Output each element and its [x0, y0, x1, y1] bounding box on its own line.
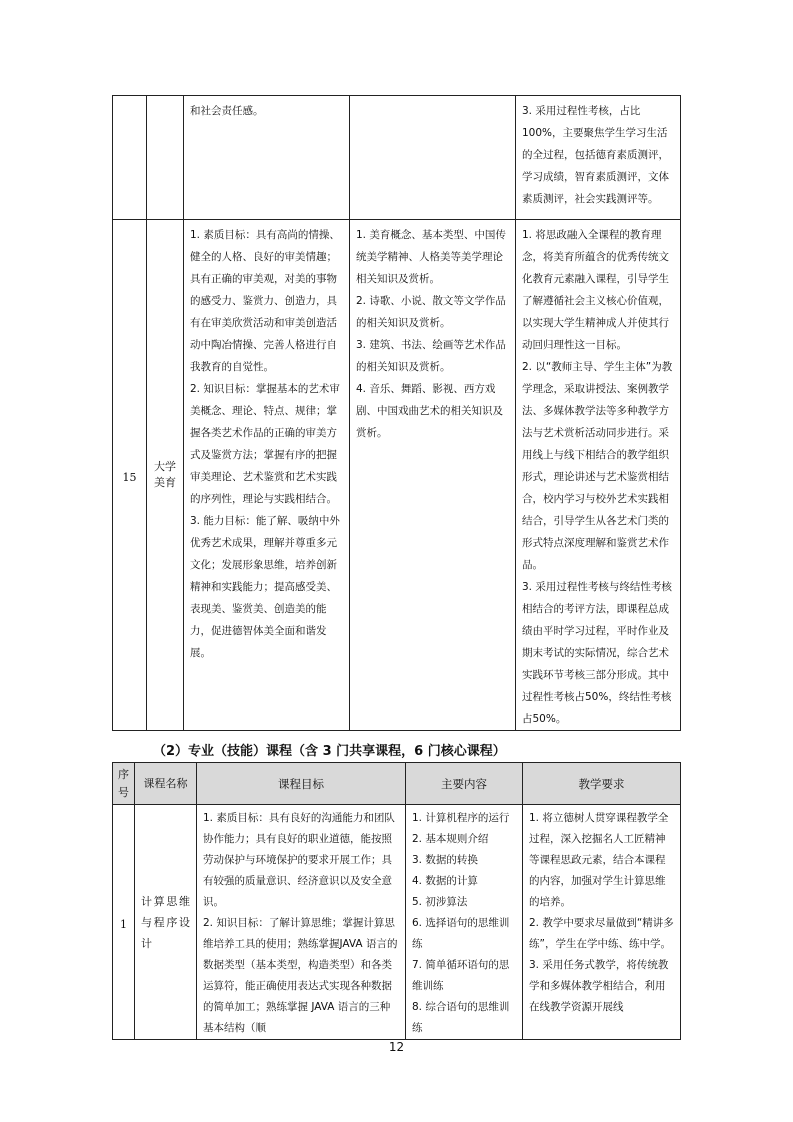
- no-cell: [113, 96, 147, 220]
- course-cell: [135, 805, 197, 1040]
- general-courses-table: [112, 95, 681, 731]
- content-text: [350, 96, 515, 100]
- req-cell: [516, 96, 681, 220]
- header-course: 课程名称: [135, 763, 197, 805]
- header-no: 序号: [113, 763, 135, 805]
- req-cell: [516, 220, 681, 731]
- content-cell: [350, 220, 516, 731]
- header-goal: 课程目标: [197, 763, 406, 805]
- header-req: 教学要求: [523, 763, 681, 805]
- goal-cell: [184, 220, 350, 731]
- row-number: 1: [120, 917, 127, 931]
- content-text: 1. 美育概念、基本类型、中国传统美学精神、人格美等美学理论相关知识及赏析。 2. 诗歌、小说、散文等文学作品的相关知识及赏析。 3. 建筑、书法、绘画等艺术作品的相关知识及赏析。 4. 音乐、舞蹈、影视、西方戏剧、中国戏曲艺术的相关知识及赏析。: [356, 229, 506, 439]
- page-number: 12: [388, 1040, 405, 1054]
- goal-text: 和社会责任感。: [190, 105, 264, 117]
- goal-cell: [197, 805, 406, 1040]
- goal-text: 1. 素质目标：具有高尚的情操、健全的人格、良好的审美情趣；具有正确的审美观，对美的事物的感受力、鉴赏力、创造力，具有在审美欣赏活动和审美创造活动中陶冶情操、完善人格进行自我教育的自觉性。 2. 知识目标：掌握基本的艺术审美概念、理论、特点、规律；掌握各类艺术作品的正确的审美方式及鉴赏方法；掌握有序的把握审美理论、艺术鉴赏和艺术实践的序列性，理论与实践相结合。 3. 能力目标：能了解、吸纳中外优秀艺术成果，理解并尊重多元文化；发展形象思维，培养创新精神和实践能力；提高感受美、表现美、鉴赏美、创造美的能力，促进德智体美全面和谐发展。: [190, 229, 340, 659]
- req-cell: [523, 805, 681, 1040]
- course-name: 大学美育: [154, 460, 176, 489]
- table-header-row: [113, 763, 681, 805]
- no-cell: [113, 220, 147, 731]
- professional-courses-table: [112, 762, 681, 1040]
- content-cell: [406, 805, 523, 1040]
- table-row: [113, 805, 681, 1040]
- table-row: [113, 220, 681, 731]
- no-cell: [113, 805, 135, 1040]
- course-cell: [147, 220, 184, 731]
- req-text: 1. 将立德树人贯穿课程教学全过程，深入挖掘名人工匠精神等课程思政元素，结合本课程的内容，加强对学生计算思维的培养。 2. 教学中要求尽量做到“精讲多练”，学生在学中练、练中学。 3. 采用任务式教学，将传统教学和多媒体教学相结合，利用在线教学资源开展线: [529, 812, 674, 1013]
- header-content: 主要内容: [406, 763, 523, 805]
- section-title: （2）专业（技能）课程（含 3 门共享课程，6 门核心课程）: [153, 744, 506, 759]
- goal-cell: [184, 96, 350, 220]
- course-cell: [147, 96, 184, 220]
- req-text: 3. 采用过程性考核，占比100%，主要聚焦学生学习生活的全过程，包括德育素质测评，学习成绩，智育素质测评，文体素质测评，社会实践测评等。: [522, 105, 669, 205]
- row-number: 15: [122, 470, 137, 484]
- content-cell: [350, 96, 516, 220]
- table-row: [113, 96, 681, 220]
- content-text: 1. 计算机程序的运行 2. 基本规则介绍 3. 数据的转换 4. 数据的计算 5. 初涉算法 6. 选择语句的思维训练 7. 简单循环语句的思维训练 8. 综合语句的思维训练: [412, 812, 510, 1034]
- goal-text: 1. 素质目标：具有良好的沟通能力和团队协作能力；具有良好的职业道德，能按照劳动保护与环境保护的要求开展工作；具有较强的质量意识、经济意识以及安全意识。 2. 知识目标：了解计算思维；掌握计算思维培养工具的使用；熟练掌握JAVA 语言的数据类型（基本类型，构造类型）和各类运算符，能正确使用表达式实现各种数据的简单加工；熟练掌握 JAVA 语言的三种基本结构（顺: [203, 812, 398, 1034]
- req-text: 1. 将思政融入全课程的教育理念，将美育所蕴含的优秀传统文化教育元素融入课程，引导学生了解遵循社会主义核心价值观，以实现大学生精神成人并使其行动回归理性这一目标。 2. 以“教师主导、学生主体”为教学理念，采取讲授法、案例教学法、多媒体教学法等多种教学方法与艺术赏析活动同步进行。采用线上与线下相结合的教学组织形式，理论讲述与艺术鉴赏相结合，校内学习与校外艺术实践相结合，引导学生从各艺术门类的形式特点深度理解和鉴赏艺术作品。 3. 采用过程性考核与终结性考核相结合的考评方法，即课程总成绩由平时学习过程，平时作业及期末考试的实际情况，综合艺术实践环节考核三部分形成。其中过程性考核占50%，终结性考核占50%。: [522, 229, 673, 725]
- course-name: 计算思维与程序设计: [141, 894, 190, 950]
